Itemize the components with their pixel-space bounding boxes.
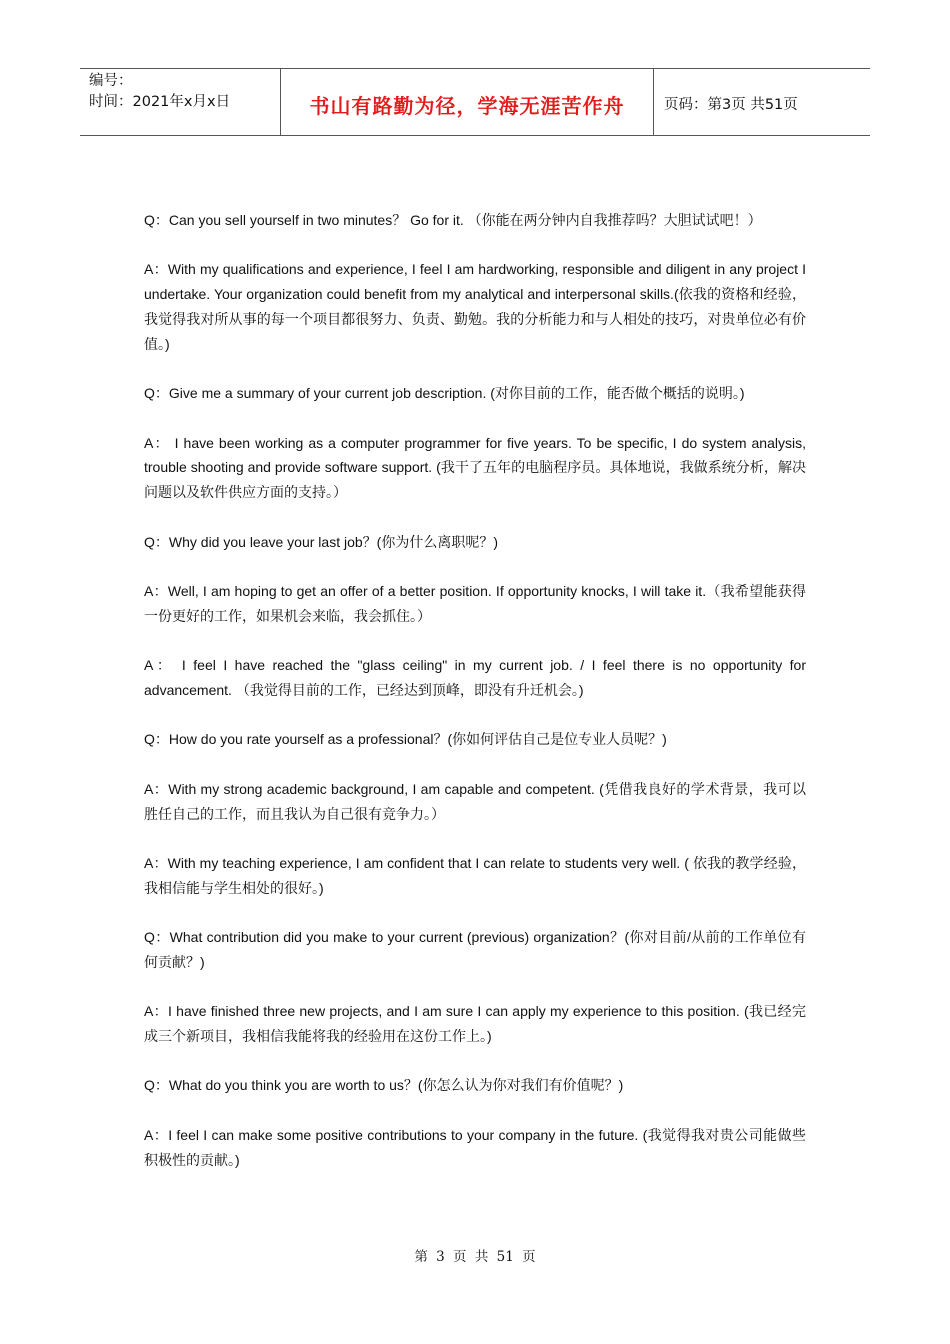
header-page-code: 页码：第3页 共51页 [664, 96, 798, 113]
paragraph: A： I have been working as a computer programmer for five years. To be specific, I do system analysis, trouble shooting and provide software support. (我干了五年的电脑程序员。具体地说，我做系统分析，解决问题以及软件供应方面的支持。） [144, 434, 806, 501]
paragraph: Q：What contribution did you make to your current (previous) organization？(你对目前/从前的工作单位有何贡献？) [144, 929, 806, 970]
document-header [80, 68, 870, 136]
paragraph: A：I have finished three new projects, and I am sure I can apply my experience to this position. (我已经完成三个新项目，我相信我能将我的经验用在这份工作上。) [144, 1003, 806, 1045]
header-meta [80, 69, 281, 135]
paragraph: Q：Can you sell yourself in two minutes？ Go for it. （你能在两分钟内自我推荐吗？大胆试试吧！） [144, 212, 762, 228]
header-motto: 书山有路勤为径，学海无涯苦作舟 [281, 69, 654, 135]
paragraph: Q：Why did you leave your last job？(你为什么离职呢？) [144, 533, 498, 550]
paragraph: A：I feel I can make some positive contributions to your company in the future. (我觉得我对贵公司能做些积极性的贡献。) [144, 1126, 806, 1168]
page-footer: 第 3 页 共 51 页 [414, 1249, 536, 1265]
number-label: 编号： [89, 73, 133, 89]
paragraph: A：With my teaching experience, I am confident that I can relate to students very well. ( 依我的教学经验，我相信能与学生相处的很好。) [144, 854, 806, 896]
paragraph: A：With my strong academic background, I am capable and competent. (凭借我良好的学术背景，我可以胜任自己的工作，而且我认为自己很有竞争力。） [144, 780, 806, 822]
paragraph: A：Well, I am hoping to get an offer of a better position. If opportunity knocks, I will take it.（我希望能获得一份更好的工作，如果机会来临，我会抓住。） [144, 582, 806, 624]
paragraph: A： I feel I have reached the "glass ceiling" in my current job. / I feel there is no opportunity for advancement. （我觉得目前的工作，已经达到顶峰，即没有升迁机会。) [144, 657, 806, 698]
document-body [144, 208, 806, 1197]
time-label: 时间：2021年x月x日 [89, 94, 231, 110]
paragraph: Q：Give me a summary of your current job description. (对你目前的工作，能否做个概括的说明。) [144, 385, 745, 402]
paragraph: A：With my qualifications and experience, I feel I am hardworking, responsible and diligent in any project I undertake. Your organization could benefit from my analytical and interpersonal skills.(依我的资格和经验，我觉得我对所从事的每一个项目都很努力、负责、勤勉。我的分析能力和与人相处的技巧，对贵单位必有价值。) [144, 261, 806, 352]
paragraph: Q：How do you rate yourself as a professional？(你如何评估自己是位专业人员呢？) [144, 731, 667, 748]
paragraph: Q：What do you think you are worth to us？(你怎么认为你对我们有价值呢？) [144, 1077, 624, 1094]
